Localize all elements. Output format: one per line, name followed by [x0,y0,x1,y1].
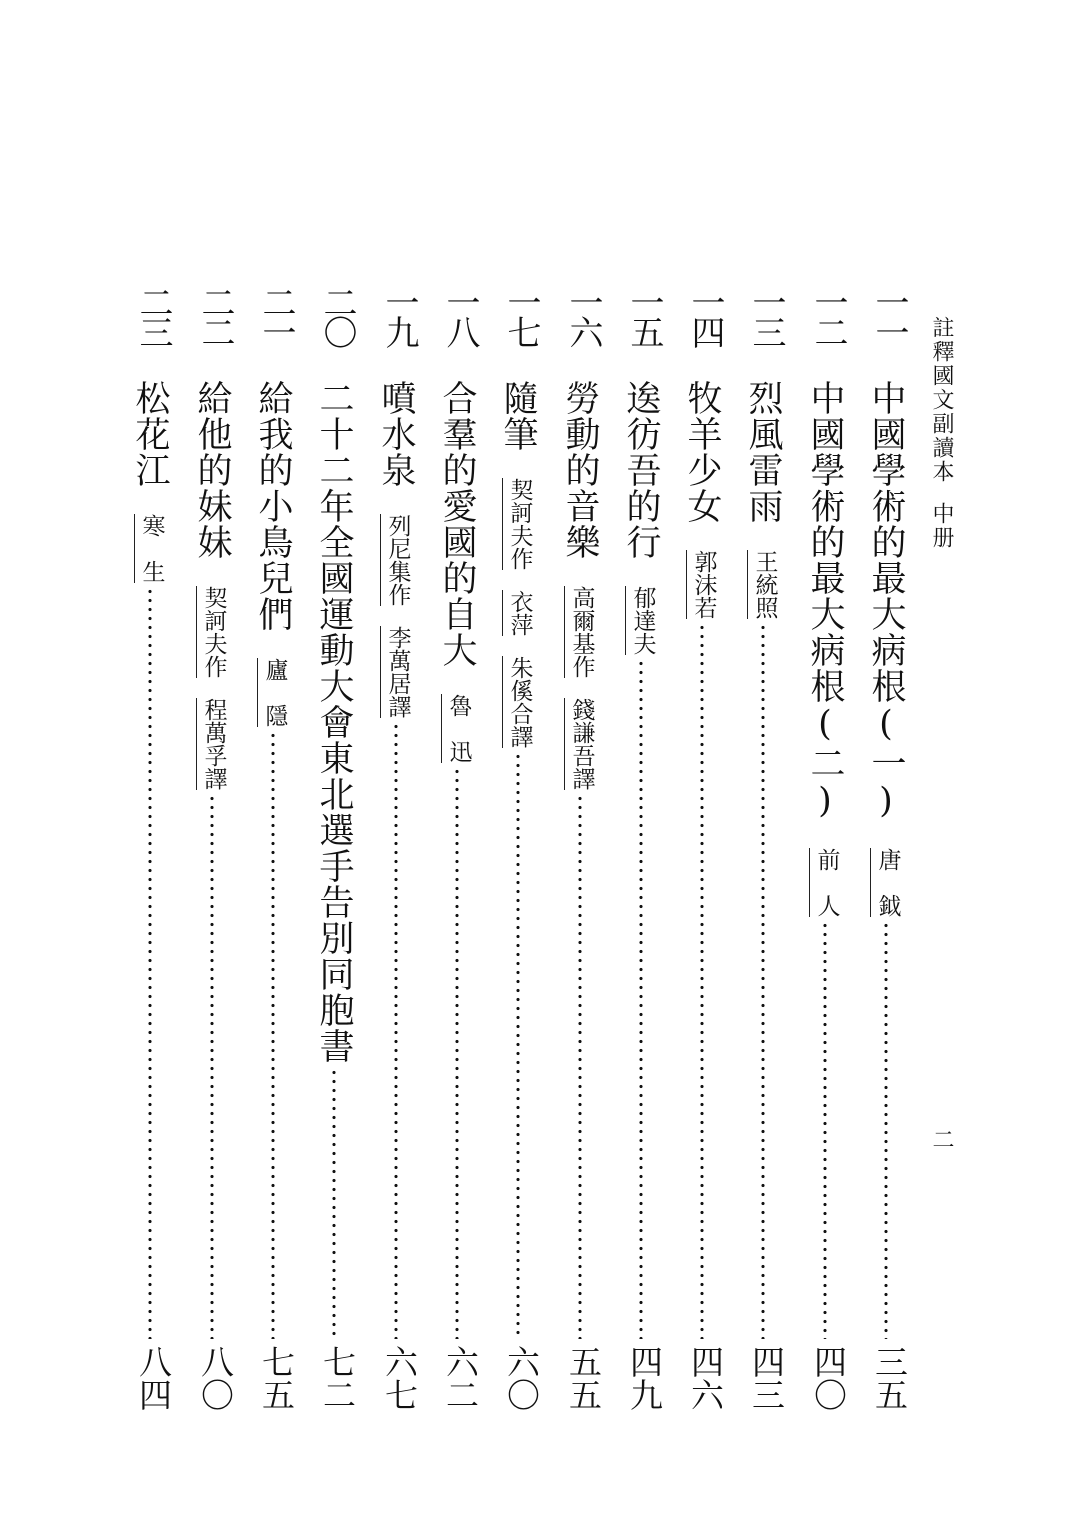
entry-number: 一二 [808,285,848,345]
entry-number: 一五 [624,285,664,345]
entry-author: 廬 隱 [257,658,290,727]
dot-leader [210,794,214,1339]
entry-number: 二二 [195,285,235,345]
entry-number: 一一 [869,285,909,345]
toc-entry[interactable] [803,285,847,1415]
entry-title: 中國學術的最大病根(一) [866,380,906,822]
entry-title: 噴水泉 [376,380,416,488]
entry-author: 契訶夫作 [502,478,535,570]
entry-page-number: 六二 [441,1345,480,1411]
entry-title: 勞動的音樂 [560,380,600,560]
entry-title: 逘彷吾的行 [621,380,661,560]
entry-author: 契訶夫作 [196,586,229,678]
entry-title: 給他的妹妹 [192,380,232,560]
toc-entry[interactable] [680,285,724,1415]
entry-number: 二一 [256,285,296,345]
dot-leader [700,623,704,1339]
entry-title: 牧羊少女 [682,380,722,524]
dot-leader [394,722,398,1339]
entry-author: 朱傒合譯 [502,656,535,748]
entry-title: 合羣的愛國的自大 [437,380,477,668]
toc-entry[interactable] [312,285,356,1415]
entry-number: 一三 [746,285,786,345]
running-header [930,316,952,550]
entry-title: 松花江 [130,380,170,488]
entry-page-number: 四九 [625,1345,664,1411]
entry-number: 一四 [685,285,725,345]
toc-entry[interactable] [190,285,234,1415]
entry-page-number: 四三 [747,1345,786,1411]
toc-entry[interactable] [435,285,479,1415]
dot-leader [332,1068,336,1339]
entry-title: 給我的小鳥兒們 [253,380,293,632]
entry-page-number: 八〇 [196,1345,235,1411]
entry-page-number: 四六 [686,1345,725,1411]
entry-author: 前 人 [809,848,842,917]
entry-number: 一八 [440,285,480,345]
toc-entry[interactable] [741,285,785,1415]
entry-number: 二三 [133,285,173,345]
entry-title: 中國學術的最大病根(二) [805,380,845,822]
book-title: 註釋國文副讀本 [929,316,954,484]
entry-page-number: 七二 [318,1345,357,1411]
entry-author: 錢謙吾譯 [564,698,597,790]
entry-author: 魯 迅 [441,694,474,763]
entry-title: 二十二年全國運動大會東北選手告別同胞書 [314,380,354,1064]
entry-page-number: 四〇 [809,1345,848,1411]
entry-author: 程萬孚譯 [196,698,229,790]
entry-number: 一七 [501,285,541,345]
entry-author: 衣萍 [502,590,535,636]
entry-page-number: 六〇 [502,1345,541,1411]
entry-number: 二〇 [317,285,357,345]
volume-label: 中册 [929,502,954,550]
toc-entry[interactable] [251,285,295,1415]
entry-page-number: 八四 [134,1345,173,1411]
entry-author: 李萬居譯 [380,626,413,718]
dot-leader [884,921,888,1339]
entry-title: 烈風雷雨 [743,380,783,524]
entry-number: 一六 [563,285,603,345]
entry-page-number: 五五 [564,1345,603,1411]
entry-author: 列尼集作 [380,514,413,606]
entry-author: 郁達夫 [625,586,658,655]
toc-entry[interactable] [128,285,172,1415]
entry-author: 王統照 [747,550,780,619]
entry-author: 寒 生 [134,514,167,583]
entry-page-number: 三五 [870,1345,909,1411]
dot-leader [823,921,827,1339]
toc-entry[interactable] [374,285,418,1415]
toc-entry[interactable] [864,285,908,1415]
dot-leader [639,659,643,1339]
toc-entry[interactable] [558,285,602,1415]
page-folio: 二 [929,1128,954,1150]
dot-leader [148,587,152,1339]
entry-page-number: 七五 [257,1345,296,1411]
entry-page-number: 六七 [380,1345,419,1411]
entry-title: 隨筆 [498,380,538,452]
dot-leader [578,794,582,1339]
entry-number: 一九 [379,285,419,345]
toc-entry[interactable] [619,285,663,1415]
entry-author: 高爾基作 [564,586,597,678]
dot-leader [271,731,275,1339]
dot-leader [516,752,520,1339]
dot-leader [455,767,459,1339]
toc-entry[interactable] [496,285,540,1415]
entry-author: 唐 鉞 [870,848,903,917]
entry-author: 郭沫若 [686,550,719,619]
dot-leader [761,623,765,1339]
